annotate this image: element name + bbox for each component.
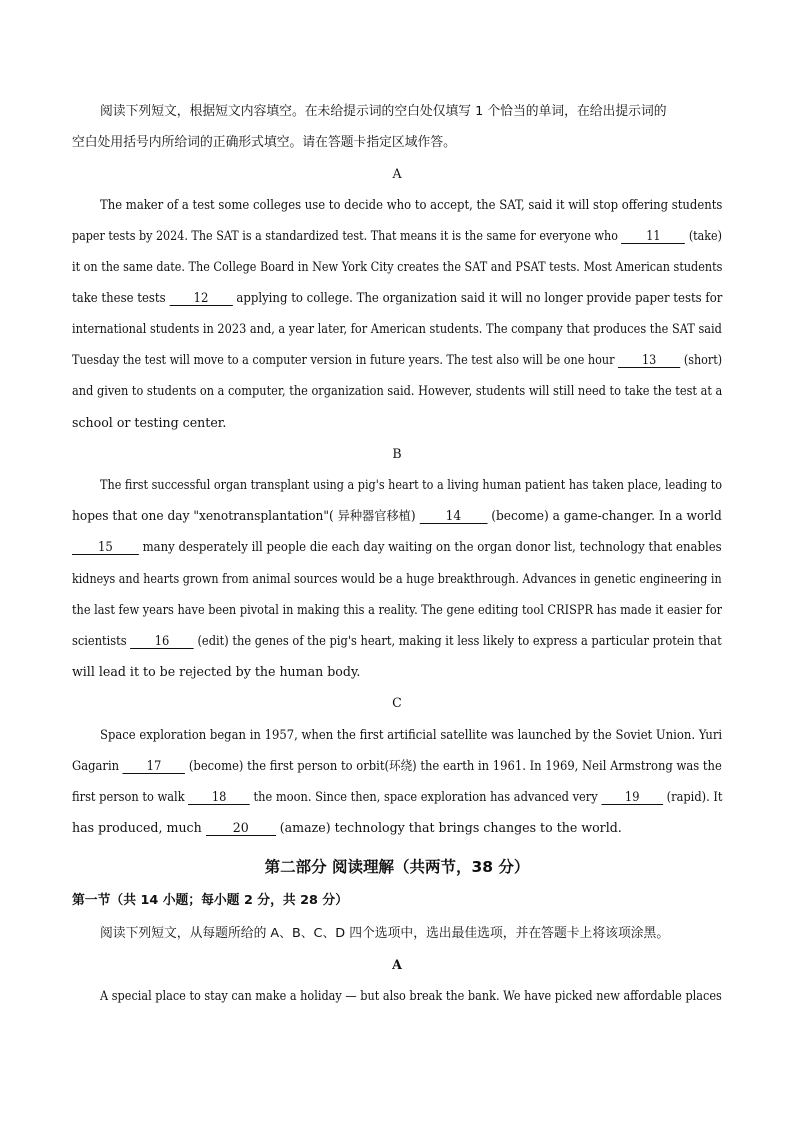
- text: paper tests by 2024. The SAT is a standardized test. That means it is the same for everyone who: [72, 228, 618, 243]
- part2-passage-label: A: [392, 957, 402, 972]
- passage-a-line: [72, 290, 722, 306]
- text: applying to college. The organization said it will no longer provide paper tests for: [236, 290, 723, 305]
- answer-blank-17[interactable]: 17: [123, 759, 185, 774]
- section1-title: 第一节（共 14 小题；每小题 2 分，共 28 分）: [72, 893, 349, 908]
- answer-blank-11[interactable]: 11: [622, 229, 686, 244]
- passage-c-line: [72, 820, 622, 836]
- answer-blank-19[interactable]: 19: [601, 790, 663, 805]
- passage-a-line: international students in 2023 and, a year later, for American students. The company that produces the SAT said: [72, 321, 722, 336]
- text: Tuesday the test will move to a computer version in future years. The test also will be one hour: [72, 352, 615, 367]
- text: first person to walk: [72, 789, 185, 804]
- text: take these tests: [72, 290, 166, 305]
- passage-b-line: [72, 633, 722, 649]
- text: (take): [688, 228, 723, 243]
- text: many desperately ill people die each day waiting on the organ donor list, technology that enables: [142, 539, 722, 554]
- instruction-line-1: 阅读下列短文，根据短文内容填空。在未给提示词的空白处仅填写 1 个恰当的单词，在给出提示词的: [100, 104, 667, 119]
- answer-blank-15[interactable]: 15: [72, 540, 139, 555]
- passage-b-label: B: [392, 446, 402, 461]
- text: (edit) the genes of the pig's heart, making it less likely to express a particular protein that: [197, 633, 722, 648]
- text: Gagarin: [72, 758, 120, 773]
- passage-b-line: kidneys and hearts grown from animal sources would be a huge breakthrough. Advances in genetic engineering in: [72, 571, 722, 586]
- text: the moon. Since then, space exploration has advanced very: [253, 789, 598, 804]
- text: (rapid). It: [666, 789, 723, 804]
- passage-b-line: [72, 539, 722, 555]
- passage-a-line: [72, 228, 722, 244]
- passage-c-label: C: [392, 695, 402, 710]
- text: has produced, much: [72, 820, 202, 835]
- text: scientists: [72, 633, 127, 648]
- answer-blank-16[interactable]: 16: [130, 634, 194, 649]
- answer-blank-12[interactable]: 12: [169, 291, 232, 306]
- passage-c-line: [72, 758, 722, 774]
- passage-a-line: [72, 352, 722, 368]
- answer-blank-13[interactable]: 13: [618, 353, 680, 368]
- part2-passage-line: A special place to stay can make a holiday — but also break the bank. We have picked new affordable places: [100, 988, 722, 1003]
- part2-title: 第二部分 阅读理解（共两节，38 分）: [264, 858, 530, 876]
- answer-blank-14[interactable]: 14: [420, 509, 488, 524]
- text: hopes that one day "xenotransplantation"( 异种器官移植): [72, 508, 416, 523]
- text: (become) the first person to orbit(环绕) the earth in 1961. In 1969, Neil Armstrong was the: [188, 758, 722, 773]
- text: (short): [683, 352, 723, 367]
- passage-c-line: [72, 789, 722, 805]
- passage-b-line: the last few years have been pivotal in making this a reality. The gene editing tool CRISPR has made it easier for: [72, 602, 723, 617]
- answer-blank-18[interactable]: 18: [188, 790, 250, 805]
- passage-a-line: it on the same date. The College Board in New York City creates the SAT and PSAT tests. Most American students: [72, 259, 723, 274]
- passage-c-line: Space exploration began in 1957, when the first artificial satellite was launched by the Soviet Union. Yuri: [100, 727, 723, 742]
- instruction-line-2: 空白处用括号内所给词的正确形式填空。请在答题卡指定区域作答。: [72, 135, 456, 150]
- passage-b-line: [72, 508, 722, 524]
- passage-b-line: will lead it to be rejected by the human body.: [72, 664, 361, 679]
- passage-a-line: and given to students on a computer, the organization said. However, students will still need to take the test at a: [72, 383, 723, 398]
- passage-a-line: school or testing center.: [72, 415, 227, 430]
- passage-a-label: A: [392, 166, 402, 181]
- passage-a-line: The maker of a test some colleges use to decide who to accept, the SAT, said it will stop offering students: [100, 197, 723, 212]
- answer-blank-20[interactable]: 20: [206, 821, 276, 836]
- text: (become) a game-changer. In a world: [491, 508, 722, 523]
- part2-instruction: 阅读下列短文，从每题所给的 A、B、C、D 四个选项中，选出最佳选项，并在答题卡上将该项涂黑。: [100, 926, 670, 941]
- text: (amaze) technology that brings changes to the world.: [279, 820, 622, 835]
- passage-b-line: The first successful organ transplant using a pig's heart to a living human patient has taken place, leading to: [100, 477, 722, 492]
